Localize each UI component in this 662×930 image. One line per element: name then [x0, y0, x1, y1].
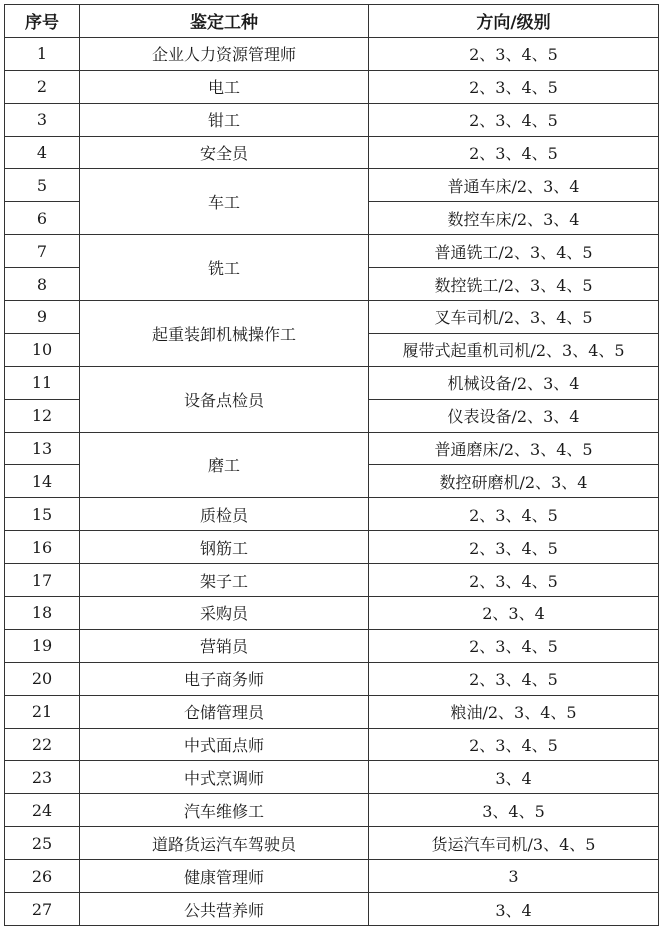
job-type: 仓储管理员 [80, 695, 369, 728]
row-index: 26 [5, 860, 80, 893]
table-row [5, 70, 659, 103]
table-row [5, 893, 659, 926]
level-cell: 机械设备/2、3、4 [369, 366, 659, 399]
table-row [5, 860, 659, 893]
level-cell: 3 [369, 860, 659, 893]
row-index: 25 [5, 827, 80, 860]
row-index: 19 [5, 629, 80, 662]
job-type: 钢筋工 [80, 531, 369, 564]
table-row [5, 103, 659, 136]
table-row [5, 136, 659, 169]
job-type: 营销员 [80, 629, 369, 662]
table-row [5, 695, 659, 728]
level-cell: 数控研磨机/2、3、4 [369, 465, 659, 498]
row-index: 22 [5, 728, 80, 761]
table-row [5, 597, 659, 630]
row-index: 5 [5, 169, 80, 202]
job-type: 中式烹调师 [80, 761, 369, 794]
certification-table [4, 4, 659, 926]
row-index: 14 [5, 465, 80, 498]
job-type: 质检员 [80, 498, 369, 531]
level-cell: 2、3、4、5 [369, 498, 659, 531]
table-row [5, 366, 659, 399]
job-type: 采购员 [80, 597, 369, 630]
level-cell: 履带式起重机司机/2、3、4、5 [369, 333, 659, 366]
table-row [5, 564, 659, 597]
table-row [5, 37, 659, 70]
level-cell: 2、3、4、5 [369, 629, 659, 662]
table-row [5, 761, 659, 794]
level-cell: 普通磨床/2、3、4、5 [369, 432, 659, 465]
level-cell: 2、3、4、5 [369, 662, 659, 695]
level-cell: 3、4 [369, 893, 659, 926]
level-cell: 3、4 [369, 761, 659, 794]
job-type: 起重装卸机械操作工 [80, 301, 369, 367]
table-row [5, 432, 659, 465]
level-cell: 普通车床/2、3、4 [369, 169, 659, 202]
table-row [5, 794, 659, 827]
job-type: 设备点检员 [80, 366, 369, 432]
row-index: 10 [5, 333, 80, 366]
level-cell: 2、3、4 [369, 597, 659, 630]
table-row [5, 827, 659, 860]
row-index: 12 [5, 399, 80, 432]
table-row [5, 629, 659, 662]
table-row [5, 531, 659, 564]
job-type: 车工 [80, 169, 369, 235]
row-index: 24 [5, 794, 80, 827]
job-type: 电工 [80, 70, 369, 103]
level-cell: 货运汽车司机/3、4、5 [369, 827, 659, 860]
row-index: 6 [5, 202, 80, 235]
row-index: 2 [5, 70, 80, 103]
level-cell: 2、3、4、5 [369, 564, 659, 597]
table-row [5, 301, 659, 334]
job-type: 架子工 [80, 564, 369, 597]
job-type: 公共营养师 [80, 893, 369, 926]
row-index: 9 [5, 301, 80, 334]
row-index: 4 [5, 136, 80, 169]
header-index: 序号 [5, 5, 80, 38]
row-index: 3 [5, 103, 80, 136]
header-level: 方向/级别 [369, 5, 659, 38]
level-cell: 2、3、4、5 [369, 531, 659, 564]
job-type: 铣工 [80, 235, 369, 301]
row-index: 16 [5, 531, 80, 564]
header-job-type: 鉴定工种 [80, 5, 369, 38]
table-row [5, 498, 659, 531]
row-index: 8 [5, 268, 80, 301]
level-cell: 2、3、4、5 [369, 136, 659, 169]
row-index: 13 [5, 432, 80, 465]
level-cell: 2、3、4、5 [369, 728, 659, 761]
row-index: 20 [5, 662, 80, 695]
table-row [5, 728, 659, 761]
job-type: 企业人力资源管理师 [80, 37, 369, 70]
level-cell: 数控车床/2、3、4 [369, 202, 659, 235]
job-type: 汽车维修工 [80, 794, 369, 827]
level-cell: 粮油/2、3、4、5 [369, 695, 659, 728]
row-index: 27 [5, 893, 80, 926]
job-type: 道路货运汽车驾驶员 [80, 827, 369, 860]
table-row [5, 235, 659, 268]
level-cell: 2、3、4、5 [369, 103, 659, 136]
row-index: 18 [5, 597, 80, 630]
table-row [5, 169, 659, 202]
row-index: 1 [5, 37, 80, 70]
row-index: 23 [5, 761, 80, 794]
level-cell: 2、3、4、5 [369, 37, 659, 70]
row-index: 15 [5, 498, 80, 531]
job-type: 磨工 [80, 432, 369, 498]
job-type: 安全员 [80, 136, 369, 169]
job-type: 电子商务师 [80, 662, 369, 695]
level-cell: 数控铣工/2、3、4、5 [369, 268, 659, 301]
table-body [5, 37, 659, 925]
job-type: 中式面点师 [80, 728, 369, 761]
job-type: 健康管理师 [80, 860, 369, 893]
job-type: 钳工 [80, 103, 369, 136]
level-cell: 普通铣工/2、3、4、5 [369, 235, 659, 268]
header-row [5, 5, 659, 38]
row-index: 11 [5, 366, 80, 399]
table-row [5, 662, 659, 695]
level-cell: 3、4、5 [369, 794, 659, 827]
level-cell: 2、3、4、5 [369, 70, 659, 103]
level-cell: 仪表设备/2、3、4 [369, 399, 659, 432]
row-index: 21 [5, 695, 80, 728]
row-index: 17 [5, 564, 80, 597]
level-cell: 叉车司机/2、3、4、5 [369, 301, 659, 334]
row-index: 7 [5, 235, 80, 268]
